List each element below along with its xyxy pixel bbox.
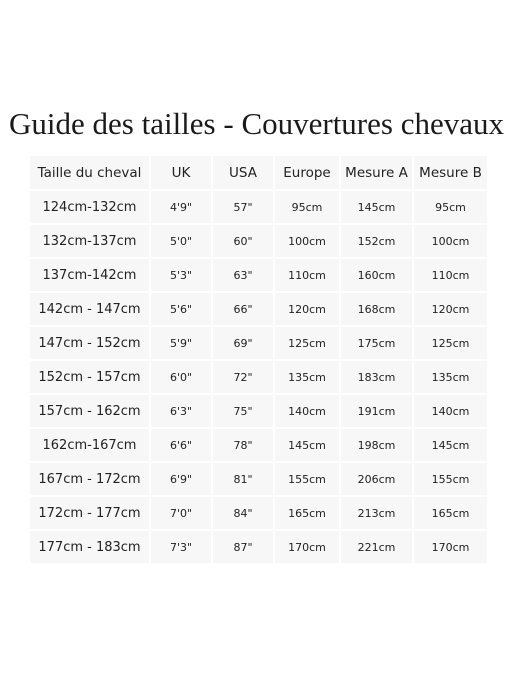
table-row xyxy=(30,327,487,361)
cell-europe: 110cm xyxy=(275,259,341,293)
cell-mesure-b: 100cm xyxy=(414,225,487,259)
page-title: Guide des tailles - Couvertures chevaux xyxy=(9,106,504,141)
table-header-row xyxy=(30,156,487,191)
header-mesure-a: Mesure A xyxy=(341,156,414,191)
cell-taille: 152cm - 157cm xyxy=(30,361,151,395)
cell-mesure-b: 170cm xyxy=(414,531,487,565)
cell-mesure-b: 125cm xyxy=(414,327,487,361)
cell-europe: 120cm xyxy=(275,293,341,327)
table-row xyxy=(30,259,487,293)
cell-mesure-b: 155cm xyxy=(414,463,487,497)
cell-uk: 5'0" xyxy=(151,225,213,259)
cell-uk: 5'9" xyxy=(151,327,213,361)
table-row xyxy=(30,429,487,463)
cell-europe: 95cm xyxy=(275,191,341,225)
cell-mesure-a: 152cm xyxy=(341,225,414,259)
cell-mesure-a: 191cm xyxy=(341,395,414,429)
cell-uk: 5'6" xyxy=(151,293,213,327)
cell-usa: 78" xyxy=(213,429,275,463)
cell-mesure-a: 183cm xyxy=(341,361,414,395)
header-europe: Europe xyxy=(275,156,341,191)
cell-mesure-a: 221cm xyxy=(341,531,414,565)
table-row xyxy=(30,463,487,497)
table-row xyxy=(30,361,487,395)
cell-europe: 135cm xyxy=(275,361,341,395)
header-mesure-b: Mesure B xyxy=(414,156,487,191)
cell-taille: 124cm-132cm xyxy=(30,191,151,225)
cell-taille: 162cm-167cm xyxy=(30,429,151,463)
cell-taille: 157cm - 162cm xyxy=(30,395,151,429)
cell-taille: 167cm - 172cm xyxy=(30,463,151,497)
cell-europe: 155cm xyxy=(275,463,341,497)
cell-uk: 6'0" xyxy=(151,361,213,395)
cell-usa: 81" xyxy=(213,463,275,497)
table-row xyxy=(30,225,487,259)
table-row xyxy=(30,395,487,429)
table-row xyxy=(30,293,487,327)
cell-usa: 69" xyxy=(213,327,275,361)
cell-europe: 140cm xyxy=(275,395,341,429)
cell-europe: 145cm xyxy=(275,429,341,463)
cell-mesure-b: 120cm xyxy=(414,293,487,327)
cell-usa: 63" xyxy=(213,259,275,293)
cell-usa: 84" xyxy=(213,497,275,531)
cell-uk: 6'9" xyxy=(151,463,213,497)
cell-mesure-a: 145cm xyxy=(341,191,414,225)
table-row xyxy=(30,531,487,565)
cell-mesure-b: 110cm xyxy=(414,259,487,293)
size-guide-table xyxy=(30,156,487,565)
cell-usa: 72" xyxy=(213,361,275,395)
table-row xyxy=(30,497,487,531)
cell-europe: 170cm xyxy=(275,531,341,565)
cell-mesure-b: 95cm xyxy=(414,191,487,225)
table-row xyxy=(30,191,487,225)
cell-uk: 4'9" xyxy=(151,191,213,225)
header-taille-du-cheval: Taille du cheval xyxy=(30,156,151,191)
cell-uk: 7'0" xyxy=(151,497,213,531)
cell-taille: 142cm - 147cm xyxy=(30,293,151,327)
cell-mesure-b: 135cm xyxy=(414,361,487,395)
cell-taille: 177cm - 183cm xyxy=(30,531,151,565)
cell-mesure-a: 168cm xyxy=(341,293,414,327)
cell-usa: 60" xyxy=(213,225,275,259)
cell-mesure-a: 175cm xyxy=(341,327,414,361)
cell-usa: 57" xyxy=(213,191,275,225)
cell-uk: 5'3" xyxy=(151,259,213,293)
cell-taille: 172cm - 177cm xyxy=(30,497,151,531)
cell-europe: 100cm xyxy=(275,225,341,259)
cell-europe: 125cm xyxy=(275,327,341,361)
cell-usa: 87" xyxy=(213,531,275,565)
cell-mesure-b: 140cm xyxy=(414,395,487,429)
cell-uk: 6'3" xyxy=(151,395,213,429)
cell-taille: 147cm - 152cm xyxy=(30,327,151,361)
cell-taille: 137cm-142cm xyxy=(30,259,151,293)
cell-mesure-a: 198cm xyxy=(341,429,414,463)
cell-mesure-b: 145cm xyxy=(414,429,487,463)
cell-europe: 165cm xyxy=(275,497,341,531)
cell-taille: 132cm-137cm xyxy=(30,225,151,259)
cell-uk: 6'6" xyxy=(151,429,213,463)
header-uk: UK xyxy=(151,156,213,191)
cell-uk: 7'3" xyxy=(151,531,213,565)
cell-mesure-a: 206cm xyxy=(341,463,414,497)
cell-mesure-a: 213cm xyxy=(341,497,414,531)
cell-usa: 66" xyxy=(213,293,275,327)
cell-usa: 75" xyxy=(213,395,275,429)
header-usa: USA xyxy=(213,156,275,191)
cell-mesure-b: 165cm xyxy=(414,497,487,531)
cell-mesure-a: 160cm xyxy=(341,259,414,293)
